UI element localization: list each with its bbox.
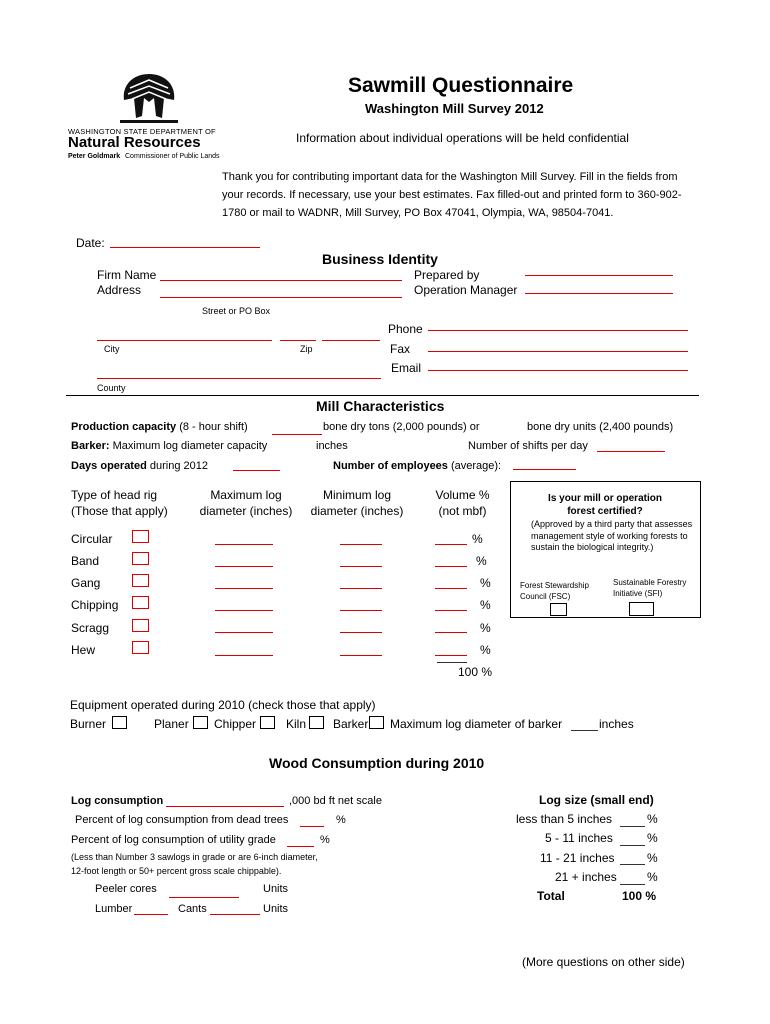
kiln-checkbox[interactable] bbox=[309, 716, 324, 729]
production-capacity-label: Production capacity (8 - hour shift) bbox=[71, 421, 248, 433]
log-size-label: 21 + inches bbox=[555, 870, 617, 884]
firm-name-field[interactable] bbox=[160, 280, 402, 281]
barker-checkbox[interactable] bbox=[369, 716, 384, 729]
dead-trees-label: Percent of log consumption from dead trees bbox=[75, 814, 289, 826]
max-barker-diameter-label: Maximum log diameter of barker bbox=[390, 717, 563, 731]
rig-label-scragg: Scragg bbox=[71, 621, 110, 635]
utility-note-1: (Less than Number 3 sawlogs in grade or are 6-inch diameter, bbox=[71, 852, 318, 862]
logo-line-3b: Commissioner of Public Lands bbox=[125, 153, 220, 160]
logo-line-3a: Peter Goldmark bbox=[68, 153, 121, 160]
dead-trees-field[interactable] bbox=[300, 826, 324, 827]
county-label: County bbox=[97, 383, 126, 393]
min-diameter-header: Minimum log diameter (inches) bbox=[310, 488, 404, 518]
address-field[interactable] bbox=[160, 297, 402, 298]
barker-label: Barker bbox=[333, 717, 369, 731]
street-label: Street or PO Box bbox=[202, 306, 271, 316]
pct-sign: % bbox=[480, 643, 491, 657]
rig-min-field[interactable] bbox=[340, 610, 382, 611]
log-size-total-value: 100 % bbox=[622, 889, 657, 903]
bone-dry-tons-label: bone dry tons (2,000 pounds) or bbox=[323, 421, 480, 433]
pct-sign: % bbox=[480, 576, 491, 590]
head-rig-header: Type of head rig (Those that apply) bbox=[71, 488, 168, 518]
lumber-field[interactable] bbox=[134, 914, 168, 915]
burner-label: Burner bbox=[70, 717, 107, 731]
footer-note: (More questions on other side) bbox=[522, 955, 685, 969]
rig-volume-field[interactable] bbox=[435, 588, 467, 589]
fsc-label: Forest Stewardship Council (FSC) bbox=[520, 581, 589, 601]
phone-label: Phone bbox=[388, 322, 423, 336]
page-title: Sawmill Questionnaire bbox=[348, 74, 574, 97]
sfi-label: Sustainable Forestry Initiative (SFI) bbox=[613, 578, 687, 598]
pct-sign: % bbox=[480, 598, 491, 612]
rig-label-band: Band bbox=[71, 554, 100, 568]
log-size-pct: % bbox=[647, 851, 658, 865]
planer-checkbox[interactable] bbox=[193, 716, 208, 729]
log-size-label: less than 5 inches bbox=[516, 812, 613, 826]
rig-checkbox-scragg[interactable] bbox=[132, 619, 149, 632]
rig-checkbox-circular[interactable] bbox=[132, 530, 149, 543]
chipper-label: Chipper bbox=[214, 717, 257, 731]
log-size-label: 11 - 21 inches bbox=[540, 851, 615, 865]
wood-consumption-heading: Wood Consumption during 2010 bbox=[269, 755, 485, 771]
rig-volume-field[interactable] bbox=[435, 566, 467, 567]
days-operated-label: Days operated during 2012 bbox=[71, 460, 208, 472]
lumber-label: Lumber bbox=[95, 903, 133, 915]
employees-field[interactable] bbox=[513, 469, 576, 470]
log-size-field[interactable] bbox=[620, 826, 645, 827]
total-rule bbox=[437, 662, 467, 663]
planer-label: Planer bbox=[154, 717, 189, 731]
utility-grade-field[interactable] bbox=[287, 846, 314, 847]
date-label: Date: bbox=[76, 236, 105, 250]
burner-checkbox[interactable] bbox=[112, 716, 127, 729]
rig-min-field[interactable] bbox=[340, 632, 382, 633]
fsc-checkbox[interactable] bbox=[550, 603, 567, 616]
rig-label-gang: Gang bbox=[71, 576, 101, 590]
rig-label-chipping: Chipping bbox=[71, 598, 119, 612]
tree-logo-icon bbox=[120, 72, 178, 124]
rig-checkbox-band[interactable] bbox=[132, 552, 149, 565]
pct-sign: % bbox=[472, 532, 483, 546]
rig-volume-field[interactable] bbox=[435, 632, 467, 633]
rig-min-field[interactable] bbox=[340, 544, 382, 545]
log-consumption-label: Log consumption bbox=[71, 795, 164, 807]
firm-name-label: Firm Name bbox=[97, 268, 157, 282]
date-field[interactable] bbox=[110, 247, 260, 248]
sfi-checkbox[interactable] bbox=[629, 602, 654, 616]
rig-label-circular: Circular bbox=[71, 532, 113, 546]
email-field[interactable] bbox=[428, 370, 688, 371]
logo-line-1: WASHINGTON STATE DEPARTMENT OF bbox=[68, 127, 216, 136]
max-barker-inches-label: inches bbox=[599, 717, 634, 731]
prepared-by-field[interactable] bbox=[525, 275, 673, 276]
rig-max-field[interactable] bbox=[215, 544, 273, 545]
log-size-pct: % bbox=[647, 870, 658, 884]
peeler-cores-label: Peeler cores bbox=[95, 883, 157, 895]
log-size-label: 5 - 11 inches bbox=[545, 831, 613, 845]
production-capacity-field[interactable] bbox=[272, 434, 322, 435]
cants-label: Cants bbox=[178, 903, 207, 915]
rig-checkbox-chipping[interactable] bbox=[132, 596, 149, 609]
rig-max-field[interactable] bbox=[215, 566, 273, 567]
confidential-note: Information about individual operations will be held confidential bbox=[296, 131, 629, 145]
chipper-checkbox[interactable] bbox=[260, 716, 275, 729]
dead-trees-pct: % bbox=[336, 814, 346, 826]
rig-max-field[interactable] bbox=[215, 655, 273, 656]
log-size-title: Log size (small end) bbox=[539, 793, 654, 807]
log-size-field[interactable] bbox=[620, 864, 645, 865]
rig-volume-field[interactable] bbox=[435, 544, 467, 545]
zip-label: Zip bbox=[300, 344, 313, 354]
max-diameter-header: Maximum log diameter (inches) bbox=[199, 488, 293, 518]
certification-description: (Approved by a third party that assesses management style of working forests to sustain the biological integrity.) bbox=[531, 519, 693, 552]
pct-sign: % bbox=[476, 554, 487, 568]
section-divider bbox=[66, 395, 699, 396]
rig-checkbox-gang[interactable] bbox=[132, 574, 149, 587]
intro-text: Thank you for contributing important data for the Washington Mill Survey. Fill in the fields from your records. If necessary, use your best estimates. Fax filled-out and printed form to 360-902-1780 or mail to WADNR, Mill Survey, PO Box 47041, Olympia, WA, 98504-7041. bbox=[222, 171, 682, 219]
utility-grade-pct: % bbox=[320, 834, 330, 846]
email-label: Email bbox=[391, 361, 422, 375]
operation-manager-field[interactable] bbox=[525, 293, 673, 294]
pct-sign: % bbox=[480, 621, 491, 635]
bone-dry-units-label: bone dry units (2,400 pounds) bbox=[527, 421, 674, 433]
zip-extra-field[interactable] bbox=[322, 340, 380, 341]
rig-checkbox-hew[interactable] bbox=[132, 641, 149, 654]
peeler-cores-field[interactable] bbox=[169, 897, 239, 898]
rig-min-field[interactable] bbox=[340, 655, 382, 656]
fax-label: Fax bbox=[390, 342, 411, 356]
rig-volume-field[interactable] bbox=[435, 655, 467, 656]
rig-max-field[interactable] bbox=[215, 632, 273, 633]
peeler-units-label: Units bbox=[263, 883, 289, 895]
shifts-label: Number of shifts per day bbox=[468, 440, 588, 452]
log-size-total-label: Total bbox=[537, 889, 565, 903]
log-size-pct: % bbox=[647, 812, 658, 826]
log-size-pct: % bbox=[647, 831, 658, 845]
volume-header: Volume % (not mbf) bbox=[435, 488, 490, 518]
kiln-label: Kiln bbox=[286, 717, 307, 731]
rig-max-field[interactable] bbox=[215, 588, 273, 589]
cants-units-label: Units bbox=[263, 903, 289, 915]
log-consumption-field[interactable] bbox=[166, 806, 284, 807]
employees-label: Number of employees (average): bbox=[333, 460, 502, 472]
zip-field[interactable] bbox=[280, 340, 316, 341]
page-subtitle: Washington Mill Survey 2012 bbox=[365, 101, 544, 116]
rig-max-field[interactable] bbox=[215, 610, 273, 611]
shifts-field[interactable] bbox=[597, 451, 665, 452]
rig-min-field[interactable] bbox=[340, 566, 382, 567]
log-size-field[interactable] bbox=[620, 845, 645, 846]
certification-title: Is your mill or operation forest certified? bbox=[548, 493, 662, 517]
city-label: City bbox=[104, 344, 120, 354]
rig-min-field[interactable] bbox=[340, 588, 382, 589]
utility-grade-label: Percent of log consumption of utility grade bbox=[71, 834, 276, 846]
logo-line-2: Natural Resources bbox=[68, 134, 201, 151]
barker-inches-label: inches bbox=[316, 440, 348, 452]
rig-label-hew: Hew bbox=[71, 643, 96, 657]
business-identity-heading: Business Identity bbox=[322, 251, 438, 267]
barker-capacity-label: Barker: Maximum log diameter capacity bbox=[71, 440, 268, 452]
rig-volume-field[interactable] bbox=[435, 610, 467, 611]
fax-field[interactable] bbox=[428, 351, 688, 352]
prepared-by-label: Prepared by bbox=[414, 268, 480, 282]
bd-ft-label: ,000 bd ft net scale bbox=[289, 795, 382, 807]
cants-field[interactable] bbox=[210, 914, 260, 915]
phone-field[interactable] bbox=[428, 330, 688, 331]
volume-total: 100 % bbox=[458, 665, 493, 679]
equipment-title: Equipment operated during 2010 (check those that apply) bbox=[70, 698, 376, 712]
city-field[interactable] bbox=[97, 340, 272, 341]
log-size-field[interactable] bbox=[620, 884, 645, 885]
max-barker-diameter-field[interactable] bbox=[571, 730, 598, 731]
days-operated-field[interactable] bbox=[233, 470, 280, 471]
utility-note-2: 12-foot length or 50+ percent gross scale chippable). bbox=[71, 866, 282, 876]
operation-manager-label: Operation Manager bbox=[414, 283, 518, 297]
mill-characteristics-heading: Mill Characteristics bbox=[316, 398, 445, 414]
county-field[interactable] bbox=[97, 378, 381, 379]
address-label: Address bbox=[97, 283, 142, 297]
